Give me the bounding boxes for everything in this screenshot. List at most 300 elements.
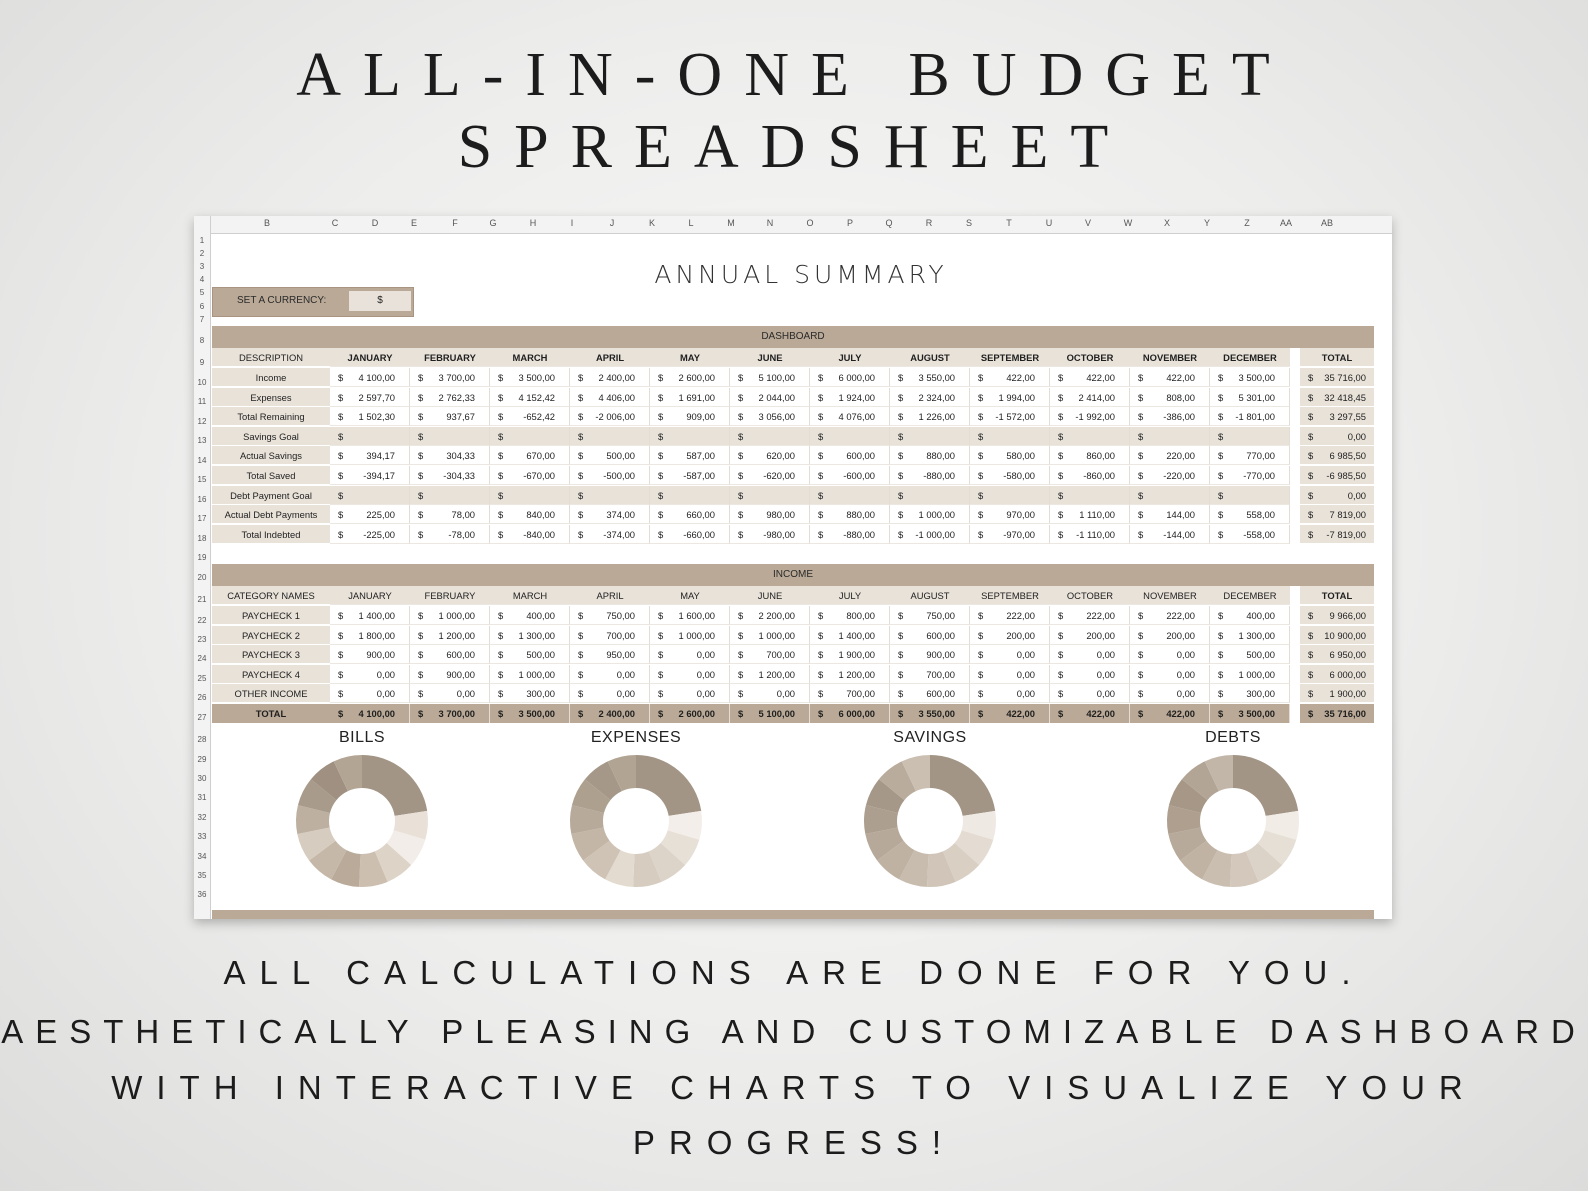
value-cell[interactable] — [970, 446, 1050, 465]
value-cell[interactable] — [890, 704, 970, 723]
value-cell[interactable] — [810, 645, 890, 664]
row-header-30[interactable]: 30 — [197, 774, 207, 783]
value-cell[interactable] — [730, 665, 810, 684]
value-cell[interactable] — [410, 388, 490, 407]
row-header-7[interactable]: 7 — [199, 315, 205, 324]
value-cell[interactable] — [330, 388, 410, 407]
value-cell[interactable] — [730, 407, 810, 426]
value-cell[interactable] — [1050, 606, 1130, 625]
row-header-2[interactable]: 2 — [199, 249, 205, 258]
value-cell[interactable] — [570, 486, 650, 505]
value-cell[interactable] — [1050, 626, 1130, 645]
currency-symbol: $ — [898, 430, 904, 442]
row-header-11[interactable]: 11 — [197, 397, 207, 406]
value-cell[interactable] — [410, 505, 490, 524]
value-cell[interactable] — [650, 645, 730, 664]
value-cell[interactable] — [970, 466, 1050, 485]
value-cell[interactable] — [490, 427, 570, 446]
row-header-8[interactable]: 8 — [199, 336, 205, 345]
row-header-34[interactable]: 34 — [197, 852, 207, 861]
column-header-z[interactable]: Z — [1244, 218, 1250, 228]
row-header-bar — [194, 233, 211, 919]
row-header-29[interactable]: 29 — [197, 755, 207, 764]
row-header-16[interactable]: 16 — [197, 495, 207, 504]
value-cell[interactable] — [730, 525, 810, 544]
value-cell[interactable] — [1050, 704, 1130, 723]
value-cell[interactable] — [810, 684, 890, 703]
value-cell[interactable] — [330, 486, 410, 505]
column-header-l[interactable]: L — [688, 218, 694, 228]
donut-slice[interactable] — [1233, 755, 1298, 816]
value-cell[interactable] — [890, 626, 970, 645]
total-value: 7 819,00 — [1329, 509, 1366, 521]
value-cell[interactable] — [1050, 645, 1130, 664]
table-row — [212, 505, 1374, 524]
row-header-13[interactable]: 13 — [197, 436, 207, 445]
value-cell[interactable] — [1210, 486, 1290, 505]
value-cell[interactable] — [810, 505, 890, 524]
value-cell[interactable] — [1210, 525, 1290, 544]
currency-symbol: $ — [1058, 509, 1064, 521]
value-cell[interactable] — [650, 486, 730, 505]
value-cell[interactable] — [890, 368, 970, 387]
cell-value: 950,00 — [606, 649, 635, 661]
column-header-m[interactable]: M — [727, 218, 735, 228]
value-cell[interactable] — [970, 505, 1050, 524]
value-cell[interactable] — [490, 486, 570, 505]
value-cell[interactable] — [490, 704, 570, 723]
value-cell[interactable] — [570, 388, 650, 407]
value-cell[interactable] — [330, 505, 410, 524]
cell-value: 2 597,70 — [358, 391, 395, 403]
value-cell[interactable] — [410, 486, 490, 505]
value-cell[interactable] — [650, 466, 730, 485]
column-header-n[interactable]: N — [766, 218, 774, 228]
value-cell[interactable] — [1130, 606, 1210, 625]
value-cell[interactable] — [490, 684, 570, 703]
currency-symbol: $ — [498, 528, 504, 540]
value-cell[interactable] — [1210, 665, 1290, 684]
cell-value: 4 152,42 — [518, 391, 555, 403]
value-cell[interactable] — [730, 626, 810, 645]
row-header-26[interactable]: 26 — [197, 693, 207, 702]
value-cell[interactable] — [650, 525, 730, 544]
currency-symbol: $ — [1308, 668, 1314, 680]
donut-chart[interactable] — [566, 751, 706, 891]
value-cell[interactable] — [1050, 525, 1130, 544]
cell-value: 0,00 — [456, 688, 475, 700]
value-cell[interactable] — [810, 466, 890, 485]
value-cell[interactable] — [1210, 704, 1290, 723]
cell-value: -2 006,00 — [595, 411, 635, 423]
row-header-17[interactable]: 17 — [197, 514, 207, 523]
value-cell[interactable] — [890, 606, 970, 625]
row-header-25[interactable]: 25 — [197, 674, 207, 683]
currency-symbol: $ — [1138, 528, 1144, 540]
value-cell[interactable] — [730, 486, 810, 505]
value-cell[interactable] — [730, 427, 810, 446]
donut-slice[interactable] — [930, 755, 995, 816]
value-cell[interactable] — [970, 645, 1050, 664]
value-cell[interactable] — [410, 684, 490, 703]
value-cell[interactable] — [970, 704, 1050, 723]
value-cell[interactable] — [490, 665, 570, 684]
value-cell[interactable] — [490, 626, 570, 645]
value-cell[interactable] — [410, 704, 490, 723]
value-cell[interactable] — [810, 446, 890, 465]
row-header-20[interactable]: 20 — [197, 573, 207, 582]
select-all-corner[interactable] — [194, 216, 211, 233]
value-cell[interactable] — [730, 368, 810, 387]
value-cell[interactable] — [570, 525, 650, 544]
value-cell[interactable] — [970, 525, 1050, 544]
value-cell[interactable] — [650, 704, 730, 723]
value-cell[interactable] — [1050, 505, 1130, 524]
value-cell[interactable] — [890, 645, 970, 664]
value-cell[interactable] — [890, 388, 970, 407]
value-cell[interactable] — [890, 427, 970, 446]
column-header-q[interactable]: Q — [885, 218, 893, 228]
row-header-10[interactable]: 10 — [197, 378, 207, 387]
row-header-21[interactable]: 21 — [197, 595, 207, 604]
row-header-15[interactable]: 15 — [197, 475, 207, 484]
row-header-14[interactable]: 14 — [197, 456, 207, 465]
cell-value: -620,00 — [763, 470, 795, 481]
column-header-i[interactable]: I — [570, 218, 574, 228]
value-cell[interactable] — [890, 466, 970, 485]
column-header-e[interactable]: E — [410, 218, 418, 228]
currency-symbol: $ — [818, 391, 824, 403]
value-cell[interactable] — [490, 505, 570, 524]
row-header-3[interactable]: 3 — [199, 262, 205, 271]
value-cell[interactable] — [1130, 466, 1210, 485]
value-cell[interactable] — [970, 606, 1050, 625]
value-cell[interactable] — [330, 368, 410, 387]
value-cell[interactable] — [650, 407, 730, 426]
row-header-24[interactable]: 24 — [197, 654, 207, 663]
row-header-23[interactable]: 23 — [197, 635, 207, 644]
cell-value: 1 691,00 — [678, 391, 715, 403]
value-cell[interactable] — [650, 446, 730, 465]
currency-symbol: $ — [338, 688, 344, 700]
value-cell[interactable] — [970, 486, 1050, 505]
value-cell[interactable] — [1050, 388, 1130, 407]
value-cell[interactable] — [730, 505, 810, 524]
currency-symbol: $ — [1138, 391, 1144, 403]
column-header-k[interactable]: K — [648, 218, 656, 228]
cell-value: 3 700,00 — [438, 708, 475, 719]
column-header-b[interactable]: B — [263, 218, 271, 228]
donut-chart[interactable] — [292, 751, 432, 891]
value-cell[interactable] — [890, 684, 970, 703]
value-cell[interactable] — [730, 704, 810, 723]
value-cell[interactable] — [890, 665, 970, 684]
column-header-ab[interactable]: AB — [1320, 218, 1334, 228]
value-cell[interactable] — [1130, 665, 1210, 684]
value-cell[interactable] — [970, 388, 1050, 407]
value-cell[interactable] — [330, 466, 410, 485]
value-cell[interactable] — [810, 525, 890, 544]
cell-value: -1 992,00 — [1075, 411, 1115, 423]
value-cell[interactable] — [490, 388, 570, 407]
value-cell[interactable] — [650, 505, 730, 524]
value-cell[interactable] — [810, 427, 890, 446]
value-cell[interactable] — [1210, 427, 1290, 446]
currency-symbol: $ — [1218, 528, 1224, 540]
value-cell[interactable] — [970, 427, 1050, 446]
column-header-v[interactable]: V — [1084, 218, 1092, 228]
currency-symbol: $ — [1308, 470, 1314, 481]
value-cell[interactable] — [490, 606, 570, 625]
cell-value: 1 600,00 — [678, 610, 715, 621]
row-header-33[interactable]: 33 — [197, 832, 207, 841]
value-cell[interactable] — [1210, 626, 1290, 645]
value-cell[interactable] — [1130, 684, 1210, 703]
currency-input[interactable]: $ — [349, 291, 411, 311]
value-cell[interactable] — [1050, 368, 1130, 387]
row-header-28[interactable]: 28 — [197, 735, 207, 744]
value-cell[interactable] — [650, 427, 730, 446]
value-cell[interactable] — [1130, 505, 1210, 524]
value-cell[interactable] — [570, 684, 650, 703]
cell-value: 5 100,00 — [758, 708, 795, 719]
column-header-j[interactable]: J — [609, 218, 615, 228]
value-cell[interactable] — [570, 407, 650, 426]
value-cell[interactable] — [970, 626, 1050, 645]
row-header-19[interactable]: 19 — [197, 553, 207, 562]
value-cell[interactable] — [970, 684, 1050, 703]
currency-symbol: $ — [978, 610, 984, 621]
value-cell[interactable] — [1210, 645, 1290, 664]
value-cell[interactable] — [490, 368, 570, 387]
column-header-aa[interactable]: AA — [1279, 218, 1293, 228]
donut-chart[interactable] — [1163, 751, 1303, 891]
value-cell[interactable] — [490, 525, 570, 544]
value-cell[interactable] — [330, 606, 410, 625]
column-header-r[interactable]: R — [925, 218, 933, 228]
value-cell[interactable] — [570, 704, 650, 723]
value-cell[interactable] — [810, 665, 890, 684]
value-cell[interactable] — [570, 466, 650, 485]
value-cell[interactable] — [810, 368, 890, 387]
value-cell[interactable] — [1210, 388, 1290, 407]
cell-value: 0,00 — [1016, 649, 1035, 661]
column-header-p[interactable]: P — [846, 218, 854, 228]
value-cell[interactable] — [1130, 626, 1210, 645]
value-cell[interactable] — [1130, 407, 1210, 426]
value-cell[interactable] — [810, 626, 890, 645]
value-cell[interactable] — [1130, 525, 1210, 544]
total-cell — [1300, 427, 1374, 446]
value-cell[interactable] — [890, 446, 970, 465]
chart-savings — [820, 729, 1040, 891]
value-cell[interactable] — [1130, 427, 1210, 446]
value-cell[interactable] — [810, 606, 890, 625]
value-cell[interactable] — [1210, 505, 1290, 524]
value-cell[interactable] — [330, 626, 410, 645]
value-cell[interactable] — [810, 388, 890, 407]
value-cell[interactable] — [570, 645, 650, 664]
value-cell[interactable] — [970, 665, 1050, 684]
row-label: Debt Payment Goal — [212, 486, 330, 505]
value-cell[interactable] — [330, 446, 410, 465]
value-cell[interactable] — [570, 626, 650, 645]
value-cell[interactable] — [330, 665, 410, 684]
value-cell[interactable] — [730, 684, 810, 703]
value-cell[interactable] — [410, 407, 490, 426]
value-cell[interactable] — [1050, 427, 1130, 446]
row-header-22[interactable]: 22 — [197, 616, 207, 625]
currency-symbol: $ — [578, 688, 584, 700]
value-cell[interactable] — [570, 606, 650, 625]
value-cell[interactable] — [410, 645, 490, 664]
value-cell[interactable] — [570, 368, 650, 387]
value-cell[interactable] — [810, 407, 890, 426]
currency-symbol: $ — [1308, 450, 1314, 462]
value-cell[interactable] — [410, 626, 490, 645]
value-cell[interactable] — [730, 645, 810, 664]
value-cell[interactable] — [410, 665, 490, 684]
cell-value: 840,00 — [526, 509, 555, 521]
currency-symbol: $ — [978, 391, 984, 403]
column-header-o[interactable]: O — [806, 218, 814, 228]
cell-value: -1 801,00 — [1235, 411, 1275, 423]
currency-symbol: $ — [1138, 470, 1144, 481]
column-header-d[interactable]: D — [371, 218, 379, 228]
header-month: NOVEMBER — [1130, 348, 1210, 367]
column-header-w[interactable]: W — [1123, 218, 1133, 228]
value-cell[interactable] — [330, 407, 410, 426]
value-cell[interactable] — [330, 684, 410, 703]
value-cell[interactable] — [410, 427, 490, 446]
value-cell[interactable] — [490, 446, 570, 465]
value-cell[interactable] — [810, 704, 890, 723]
column-header-c[interactable]: C — [331, 218, 339, 228]
value-cell[interactable] — [650, 606, 730, 625]
value-cell[interactable] — [410, 466, 490, 485]
value-cell[interactable] — [810, 486, 890, 505]
row-header-1[interactable]: 1 — [199, 236, 205, 245]
value-cell[interactable] — [330, 427, 410, 446]
donut-chart[interactable] — [860, 751, 1000, 891]
cell-value: 0,00 — [1176, 688, 1195, 700]
value-cell[interactable] — [650, 368, 730, 387]
column-header-h[interactable]: H — [529, 218, 537, 228]
value-cell[interactable] — [1130, 446, 1210, 465]
value-cell[interactable] — [490, 407, 570, 426]
value-cell[interactable] — [730, 388, 810, 407]
value-cell[interactable] — [1130, 368, 1210, 387]
chart-title: SAVINGS — [893, 729, 967, 746]
value-cell[interactable] — [330, 525, 410, 544]
value-cell[interactable] — [650, 684, 730, 703]
value-cell[interactable] — [730, 606, 810, 625]
currency-symbol: $ — [978, 489, 984, 501]
value-cell[interactable] — [890, 525, 970, 544]
value-cell[interactable] — [1050, 446, 1130, 465]
value-cell[interactable] — [410, 525, 490, 544]
value-cell[interactable] — [490, 645, 570, 664]
value-cell[interactable] — [650, 665, 730, 684]
column-header-u[interactable]: U — [1045, 218, 1053, 228]
value-cell[interactable] — [330, 645, 410, 664]
cell-value: 394,17 — [366, 450, 395, 462]
value-cell[interactable] — [970, 368, 1050, 387]
value-cell[interactable] — [330, 704, 410, 723]
row-header-18[interactable]: 18 — [197, 534, 207, 543]
value-cell[interactable] — [1130, 704, 1210, 723]
value-cell[interactable] — [1210, 368, 1290, 387]
column-header-t[interactable]: T — [1006, 218, 1012, 228]
value-cell[interactable] — [1050, 486, 1130, 505]
row-header-6[interactable]: 6 — [199, 302, 205, 311]
value-cell[interactable] — [570, 505, 650, 524]
row-header-27[interactable]: 27 — [197, 713, 207, 722]
row-header-35[interactable]: 35 — [197, 871, 207, 880]
value-cell[interactable] — [1050, 665, 1130, 684]
donut-slice[interactable] — [636, 755, 701, 816]
value-cell[interactable] — [1130, 486, 1210, 505]
row-header-36[interactable]: 36 — [197, 890, 207, 899]
currency-symbol: $ — [658, 489, 664, 501]
column-header-s[interactable]: S — [965, 218, 973, 228]
value-cell[interactable] — [410, 368, 490, 387]
value-cell[interactable] — [1210, 407, 1290, 426]
value-cell[interactable] — [650, 388, 730, 407]
value-cell[interactable] — [1050, 407, 1130, 426]
value-cell[interactable] — [1210, 684, 1290, 703]
value-cell[interactable] — [890, 505, 970, 524]
value-cell[interactable] — [570, 665, 650, 684]
row-header-12[interactable]: 12 — [197, 417, 207, 426]
value-cell[interactable] — [1210, 446, 1290, 465]
column-header-f[interactable]: F — [452, 218, 458, 228]
value-cell[interactable] — [1210, 466, 1290, 485]
value-cell[interactable] — [730, 446, 810, 465]
value-cell[interactable] — [1130, 645, 1210, 664]
row-label: PAYCHECK 3 — [212, 645, 330, 664]
value-cell[interactable] — [650, 626, 730, 645]
total-value: 3 297,55 — [1329, 411, 1366, 423]
value-cell[interactable] — [1210, 606, 1290, 625]
row-header-32[interactable]: 32 — [197, 813, 207, 822]
value-cell[interactable] — [410, 606, 490, 625]
value-cell[interactable] — [970, 407, 1050, 426]
cell-value: 400,00 — [1246, 610, 1275, 621]
currency-symbol: $ — [818, 649, 824, 661]
value-cell[interactable] — [410, 446, 490, 465]
row-header-9[interactable]: 9 — [199, 358, 205, 367]
value-cell[interactable] — [570, 446, 650, 465]
value-cell[interactable] — [1130, 388, 1210, 407]
cell-value: 1 000,00 — [1238, 668, 1275, 680]
column-header-g[interactable]: G — [489, 218, 497, 228]
value-cell[interactable] — [890, 407, 970, 426]
column-header-x[interactable]: X — [1163, 218, 1171, 228]
cell-value: 620,00 — [766, 450, 795, 462]
donut-slice[interactable] — [362, 755, 427, 816]
value-cell[interactable] — [1050, 466, 1130, 485]
row-header-5[interactable]: 5 — [199, 288, 205, 297]
value-cell[interactable] — [490, 466, 570, 485]
row-header-31[interactable]: 31 — [197, 793, 207, 802]
column-header-y[interactable]: Y — [1203, 218, 1211, 228]
value-cell[interactable] — [890, 486, 970, 505]
value-cell[interactable] — [1050, 684, 1130, 703]
value-cell[interactable] — [570, 427, 650, 446]
row-header-4[interactable]: 4 — [199, 275, 205, 284]
value-cell[interactable] — [730, 466, 810, 485]
